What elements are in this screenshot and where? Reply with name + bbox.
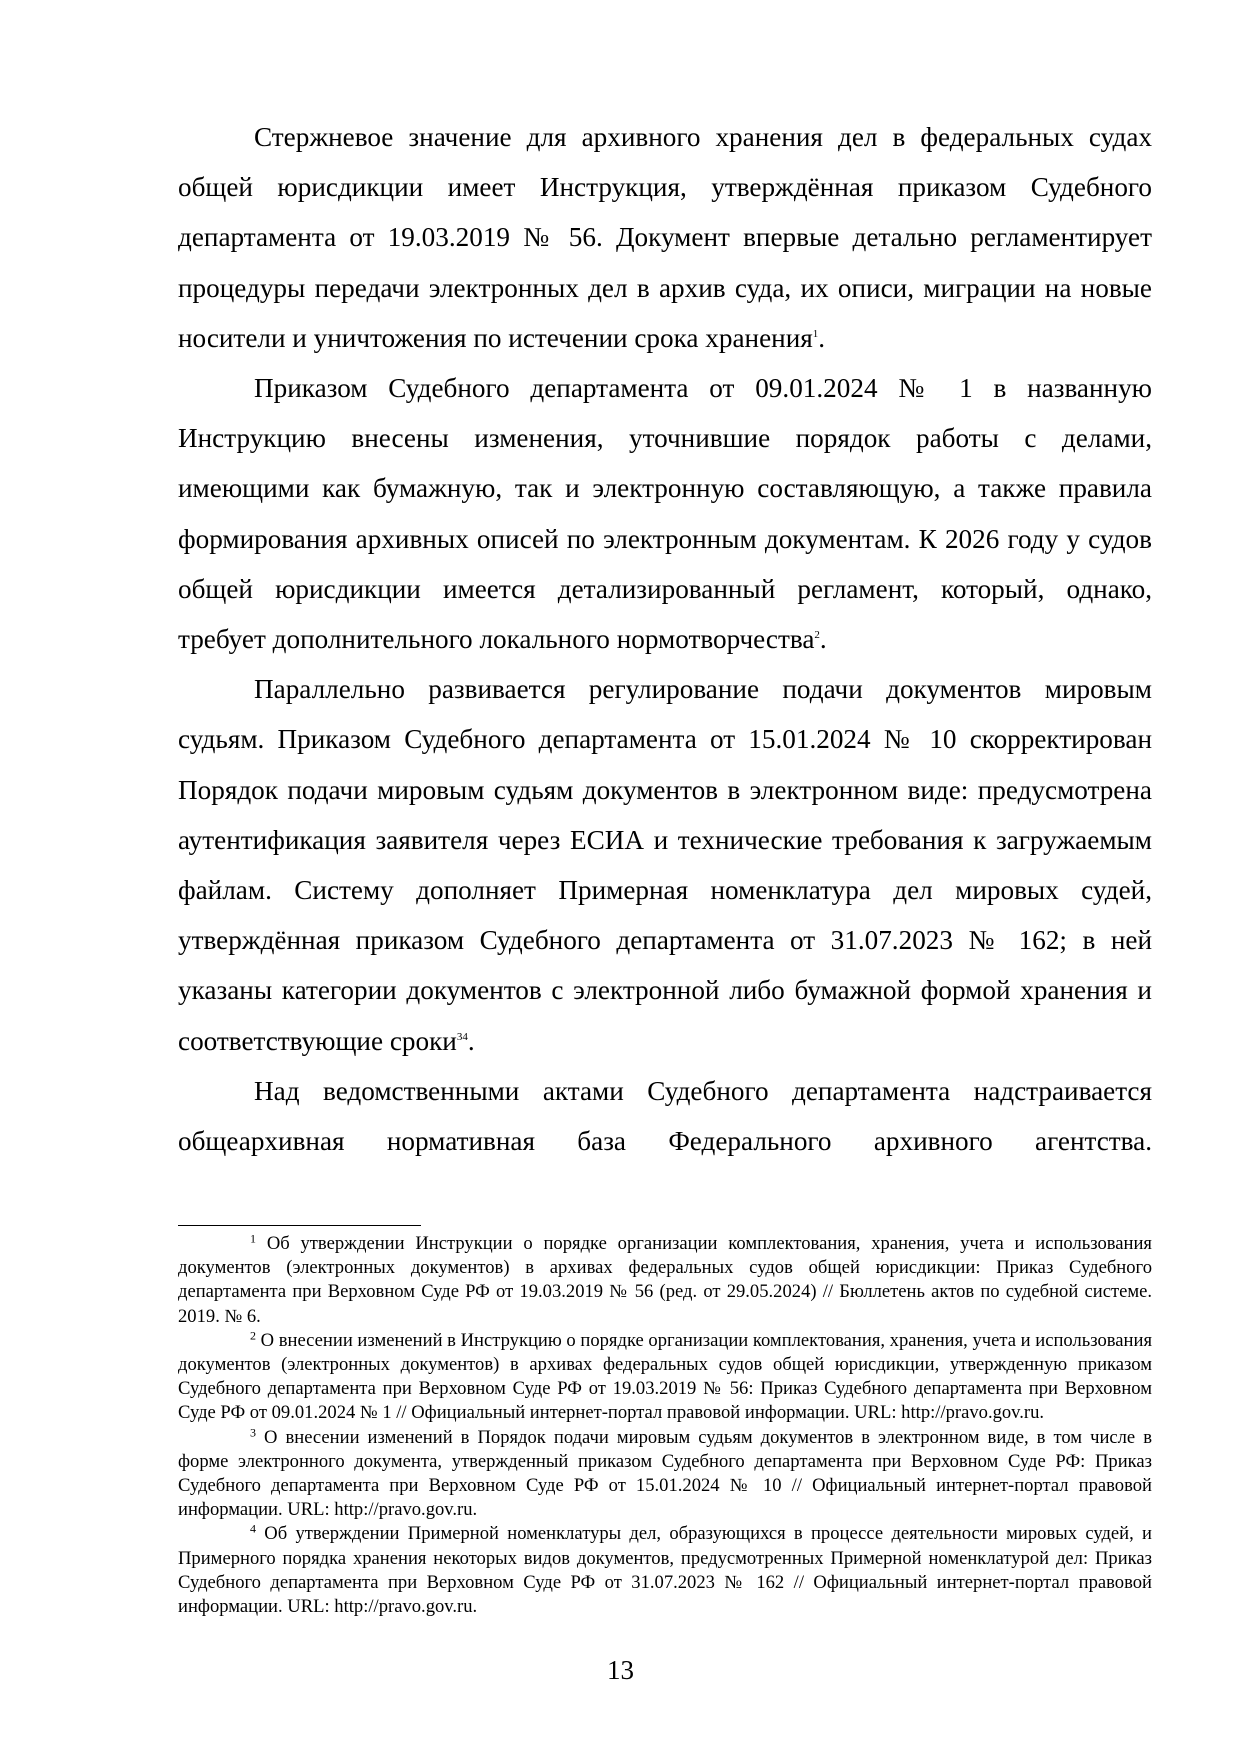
footnote-text: Об утверждении Примерной номенклатуры дел, образующихся в процессе деятельности мировых судей, и Примерного порядка хранения некоторых видов документов, предусмотренных Примерной номенклатурой дел: Приказ Судебного департамента при Верховном Суде РФ от 31.07.2023 № 162 // Официальный интернет-портал правовой информации. URL: http://pravo.gov.ru. <box>178 1523 1152 1618</box>
footnote-number: 4 <box>250 1521 256 1536</box>
footnote-ref-2[interactable]: 2 <box>814 629 820 642</box>
paragraph-tail: . <box>467 1025 475 1056</box>
footnote-text: О внесении изменений в Инструкцию о порядке организации комплектования, хранения, учета и использования документов (электронных документов) в архивах федеральных судов общей юрисдикции, утвержденную приказом Судебного департамента при Верховном Суде РФ от 19.03.2019 № 56: Приказ Судебного департамента при Верховном Суде РФ от 09.01.2024 № 1 // Официальный интернет-портал правовой информации. URL: http://pravo.gov.ru. <box>178 1329 1152 1424</box>
footnote-number: 3 <box>250 1425 256 1440</box>
footnote-text: Об утверждении Инструкции о порядке организации комплектования, хранения, учета и использования документов (электронных документов) в архивах федеральных судов общей юрисдикции: Приказ Судебного департамента при Верховном Суде РФ от 19.03.2019 № 56 (ред. от 29.05.2024) // Бюллетень актов по судебной системе. 2019. № 6. <box>178 1233 1152 1327</box>
footnote-4 <box>178 1522 1152 1619</box>
paragraph-tail: . <box>818 322 826 353</box>
page-number: 13 <box>607 1655 634 1685</box>
footnote-separator <box>178 1225 421 1226</box>
footnote-text: О внесении изменений в Порядок подачи мировым судьям документов в электронном виде, в том числе в форме электронного документа, утвержденный приказом Судебного департамента при Верховном Суде РФ: Приказ Судебного департамента при Верховном Суде РФ от 15.01.2024 № 10 // Официальный интернет-портал правовой информации. URL: http://pravo.gov.ru. <box>178 1426 1152 1521</box>
paragraph-text: Параллельно развивается регулирование подачи документов мировым судьям. Приказом Судебного департамента от 15.01.2024 № 10 скорректирован Порядок подачи мировым судьям документов в электронном виде: предусмотрена аутентификация заявителя через ЕСИА и технические требования к загружаемым файлам. Систему дополняет Примерная номенклатура дел мировых судей, утверждённая приказом Судебного департамента от 31.07.2023 № 162; в ней указаны категории документов с электронной либо бумажной формой хранения и соответствующие сроки <box>178 674 1152 1056</box>
paragraph-text: Приказом Судебного департамента от 09.01.2024 № 1 в названную Инструкцию внесены изменения, уточнившие порядок работы с делами, имеющими как бумажную, так и электронную составляющую, а также правила формирования архивных описей по электронным документам. К 2026 году у судов общей юрисдикции имеется детализированный регламент, который, однако, требует дополнительного локального нормотворчества <box>178 373 1152 655</box>
paragraph-3 <box>178 664 1152 1066</box>
paragraph-text: Стержневое значение для архивного хранения дел в федеральных судах общей юрисдикции имеет Инструкция, утверждённая приказом Судебного департамента от 19.03.2019 № 56. Документ впервые детально регламентирует процедуры передачи электронных дел в архив суда, их описи, миграции на новые носители и уничтожения по истечении срока хранения <box>178 122 1152 353</box>
footnote-number: 2 <box>250 1328 256 1343</box>
footnote-ref-3-4[interactable]: 34 <box>456 1030 468 1043</box>
paragraph-tail: . <box>819 624 827 655</box>
paragraph-text: Над ведомственными актами Судебного департамента надстраивается общеархивная нормативная база Федерального архивного агентства. <box>178 1075 1152 1157</box>
footnotes <box>178 1232 1152 1619</box>
footnote-ref-1[interactable]: 1 <box>812 327 819 340</box>
paragraph-4 <box>178 1066 1152 1166</box>
paragraph-1 <box>178 112 1152 363</box>
footnote-number: 1 <box>250 1231 256 1246</box>
footnote-2 <box>178 1329 1152 1426</box>
paragraph-2 <box>178 363 1152 664</box>
footnote-1 <box>178 1232 1152 1329</box>
main-text <box>178 112 1152 1166</box>
footnote-3 <box>178 1426 1152 1523</box>
